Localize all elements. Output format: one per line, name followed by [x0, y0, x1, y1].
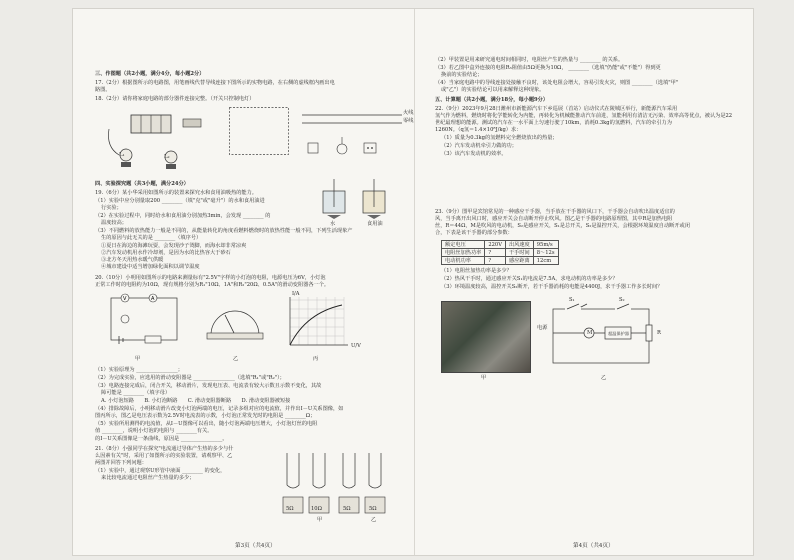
power-label: 电源	[537, 325, 548, 331]
motor-label: M	[587, 330, 593, 336]
question-22-3: （3）该汽车发动机的效率。	[441, 151, 507, 157]
question-23: 23.（9分）图甲是宾馆常见的一种感应干手器，当手放在干手器的风口下，干手器会自动吹出温度适宜的	[435, 209, 675, 215]
spec-row	[442, 241, 559, 249]
question-22-1: （1）质量为0.3kg的氢燃料完全燃烧放出的热量；	[441, 135, 558, 141]
neutral-wire-label: 零线	[403, 118, 414, 124]
question-22: 22.（9分）2023年9月28日潍州市新能源汽车下乡巡展（首站）启动仪式在陵城区举行，新能源汽车采用	[435, 106, 678, 112]
svg-text:A: A	[151, 296, 155, 302]
question-20-3: （3）电路连接完成后，闭合开关，移动滑片，发现电压表、电流表有较大示数且示数不变化，其故	[95, 383, 322, 389]
iu-curve	[290, 305, 342, 345]
resistor-10ohm-label: 10Ω	[311, 506, 322, 512]
question-20-3-options: A. 小灯泡短路 B. 小灯泡断路 C. 滑动变阻器断路 D. 滑动变阻器被短接	[101, 398, 291, 404]
figure-jia-label-r: 甲	[481, 375, 487, 381]
question-19-option-d: ④城市建设中适当增加绿化面积以调节温度	[101, 264, 200, 270]
question-20-1: （1）实验原理为 ________________；	[95, 367, 183, 373]
figure-yi-label: 乙	[233, 356, 239, 362]
question-20-4-cont: 图丙所示，图乙是电压表示数为2.5V时电流表的示数，小灯泡正常发光时的电阻是 ________Ω；	[95, 413, 316, 419]
question-21-3: （3）若乙图中盒外连接的电阻R₃阻值由5Ω更换为10Ω， ________（选填"仍能"或"不能"）得到更	[435, 65, 661, 71]
spec-cell: 额定电压	[442, 241, 485, 249]
question-19-option-a: ①夏日在海边的海滩玩耍，会发现沙子烫脚，而海水却非常凉爽	[101, 243, 247, 249]
question-23-1: （1）电阻丝加热功率是多少？	[441, 268, 512, 274]
question-22-cont2: 世纪最理想的能源。测试的汽车在一水平面上匀速行驶了10km，消耗0.3kg的氢燃料，汽车的牵引力为	[435, 120, 672, 126]
question-21-4: （4）当家庭电路中的导线连接处接触不良时，该处电阻会增大，容易引发火灾，则图 ________（选填"甲"	[435, 80, 679, 86]
question-23-cont3: 合，下表是该干手器的部分参数：	[435, 230, 513, 236]
resistor-5ohm-label-1: 5Ω	[286, 506, 294, 512]
question-19: 19.（6分）某小华采用如图所示的装置来探究水和食用油吸热的能力。	[95, 190, 257, 196]
page-3-footer: 第3页（共4页）	[235, 543, 276, 549]
switch-s2-label: S₂	[619, 297, 625, 303]
dryer-circuit	[547, 301, 657, 371]
figure-jia-label: 甲	[135, 356, 141, 362]
question-17-cont: 路图。	[95, 87, 111, 93]
spec-row	[442, 257, 559, 265]
question-20-3-cont: 障可能是 ________（填字母）	[101, 390, 171, 396]
section-5-heading: 五、计算题（共2小题，满分18分，每小题9分）	[435, 97, 549, 103]
resistor-r-label: R	[657, 330, 661, 336]
question-20-2: （2）为完成实验，应选用的滑动变阻器是 ________________（选填"R₁"或"R₂"）；	[95, 375, 285, 381]
question-20-5-cont: 值 ________，说明小灯泡的电阻与 ________有关。	[95, 428, 213, 434]
page-gutter	[414, 9, 415, 555]
figure-yi-label-2: 乙	[371, 517, 377, 523]
question-21-4-cont: 或"乙"）的实验结论可以用来解释这种现象。	[441, 87, 545, 93]
spec-cell: 电动机功率	[442, 257, 485, 265]
question-21-3-cont: 换前的实验结论；	[441, 72, 483, 78]
spec-cell: 95m/s	[533, 241, 558, 249]
question-19-2-cont: 温度较高；	[101, 220, 127, 226]
question-21-1: （1）实验中，通过观察U形管中液面 ________ 的变化，	[95, 468, 226, 474]
question-19-option-c: ③北方冬天用热水暖气供暖	[101, 257, 164, 263]
question-23-3: （3）环境温度较高，温控开关S₂断开，若干手器消耗的电能是4400J，求干手器工作多长时间？	[441, 284, 663, 290]
figure-bing-label: 丙	[313, 356, 319, 362]
question-19-3-cont: 生的原因与此无关的是 ________（填序号）	[101, 235, 202, 241]
exam-sheet	[72, 8, 754, 556]
question-23-2: （2）热风干手时，通过感应开关S₁的电流是7.5A，求电动机的功率是多少？	[441, 276, 618, 282]
question-21-cont: 么因素有关"时，采用了如图所示的实验装置，请观察甲、乙	[95, 453, 233, 459]
spec-cell: 出风速度	[505, 241, 533, 249]
lamp-l2-label: L₂	[164, 154, 170, 160]
question-23-cont: 风，当手离开出风口时，感应开关会自动断开停止吹风。图乙是干手器的电路原理图，其中R是加热电阻	[435, 216, 673, 222]
spec-row	[442, 249, 559, 257]
question-18: 18.（2分）请你将家庭电路的部分器件连接完整。（开关只控制电灯）	[95, 96, 255, 102]
question-20: 20.（10分）小明用如图所示的电路来测量标有"2.5V"字样的小灯泡的电阻，电源电压为6V，小灯泡	[95, 275, 326, 281]
ammeter-dial	[205, 297, 265, 342]
spec-table	[441, 240, 559, 265]
oil-label: 食用油	[367, 221, 383, 227]
axis-u-label: U/V	[351, 343, 361, 349]
question-19-1: （1）实验中应分别量取200 ________（填"克"或"毫升"）的水和食用油进	[95, 198, 265, 204]
spec-cell: 220V	[485, 241, 506, 249]
protector-label: 超温保护器	[608, 331, 629, 336]
q17-real-circuit	[101, 107, 211, 177]
svg-text:V: V	[123, 296, 127, 302]
question-22-2: （2）汽车发动机牵引力做的功；	[441, 143, 517, 149]
page-4-footer: 第4页（共4页）	[573, 543, 614, 549]
switch-s1-label: S₁	[569, 297, 575, 303]
spec-cell: ?	[485, 249, 506, 257]
resistor-5ohm-label-3: 5Ω	[369, 506, 377, 512]
u-tube-apparatus	[277, 445, 397, 523]
iu-graph	[282, 293, 352, 351]
question-20-4: （4）排除故障后，小明移动滑片改变小灯泡两端的电压，记录多组对应的电流值，并作出I－U关系图像，如	[95, 406, 344, 412]
lamp-l1-label: L₁	[119, 152, 125, 158]
section-3-heading: 三、作图题（共2小题，满分4分，每小题2分）	[95, 71, 205, 77]
question-20-cont: 正常工作时的电阻约为10Ω，现有规格分别为R₁"10Ω、1A"和R₂"20Ω、0.5A"的滑动变阻器各一个。	[95, 282, 330, 288]
question-20-6: 的I－U关系图像是一条曲线，原因是 ________________。	[95, 436, 228, 442]
circuit-answer-box	[229, 107, 289, 155]
question-23-cont2: 丝，R＝44Ω，M是吹风的电动机，S₂是感应开关，S₁是总开关，S₂是温控开关，会根据环境温度自动断开或闭	[435, 223, 690, 229]
spec-cell: 感应距离	[505, 257, 533, 265]
question-22-cont3: 1260N。（q氢＝1.4×10⁸J/kg）求：	[435, 127, 522, 133]
question-20-5: （5）实验所用测得的电流值，从I－U图像可以看出，随小灯泡两端电压增大，小灯泡灯丝的电阻	[95, 421, 318, 427]
q20-circuit-diagram	[105, 292, 185, 352]
hand-dryer-photo	[441, 301, 531, 373]
question-22-cont: 氢气作为燃料，燃烧时将化学能转化为内能，再转化为机械能推动汽车前进，氢能利用有清洁无污染、效率高等优点，被认为是22	[435, 113, 733, 119]
water-label: 水	[330, 221, 336, 227]
spec-cell: 8～12s	[533, 249, 558, 257]
question-19-3: （3）不同燃料的放热能力一般是不同的，从能量转化的角度看燃料燃烧时的放热性能一般不同，下列生活现象产	[95, 228, 353, 234]
question-21-2: （2）甲装置是用来研究通电时间相同时，电阻丝产生的热量与 ________ 的关系。	[435, 57, 624, 63]
figure-yi-label-r: 乙	[601, 375, 607, 381]
household-circuit	[302, 109, 412, 169]
question-21-1-cont: 来比较电流通过电阻丝产生热量的多少；	[101, 475, 195, 481]
section-4-heading: 四、实验探究题（共3小题，满分24分）	[95, 181, 189, 187]
question-21: 21.（8分）小强同学在探究"电流通过导体产生热的多少与什	[95, 446, 234, 452]
resistor-5ohm-label-2: 5Ω	[343, 506, 351, 512]
spec-cell: 电阻丝加热功率	[442, 249, 485, 257]
right-page	[427, 9, 743, 555]
question-19-1-cont: 行实验；	[101, 205, 122, 211]
spec-cell: ?	[485, 257, 506, 265]
left-page	[87, 9, 414, 555]
question-17: 17.（2分）根据图所示的电路图，用笔画线代替导线连接下图所示的实物电路，在右侧的虚线框内画出电	[95, 80, 335, 86]
axis-i-label: I/A	[292, 291, 300, 297]
spec-cell: 干手时间	[505, 249, 533, 257]
question-21-cont2: 两图并回答下列问题：	[95, 460, 147, 466]
figure-jia-label-2: 甲	[317, 517, 323, 523]
question-19-option-b: ②汽车发动机用水作冷却剂，是因为水的比热容大于砂石	[101, 250, 231, 256]
beaker-apparatus	[317, 179, 407, 219]
question-19-2: （2）在实验过程中，同时给水和食用油分别加热3min，会发现 ________ 的	[95, 213, 271, 219]
spec-cell: 12cm	[533, 257, 558, 265]
live-wire-label: 火线	[403, 110, 414, 116]
